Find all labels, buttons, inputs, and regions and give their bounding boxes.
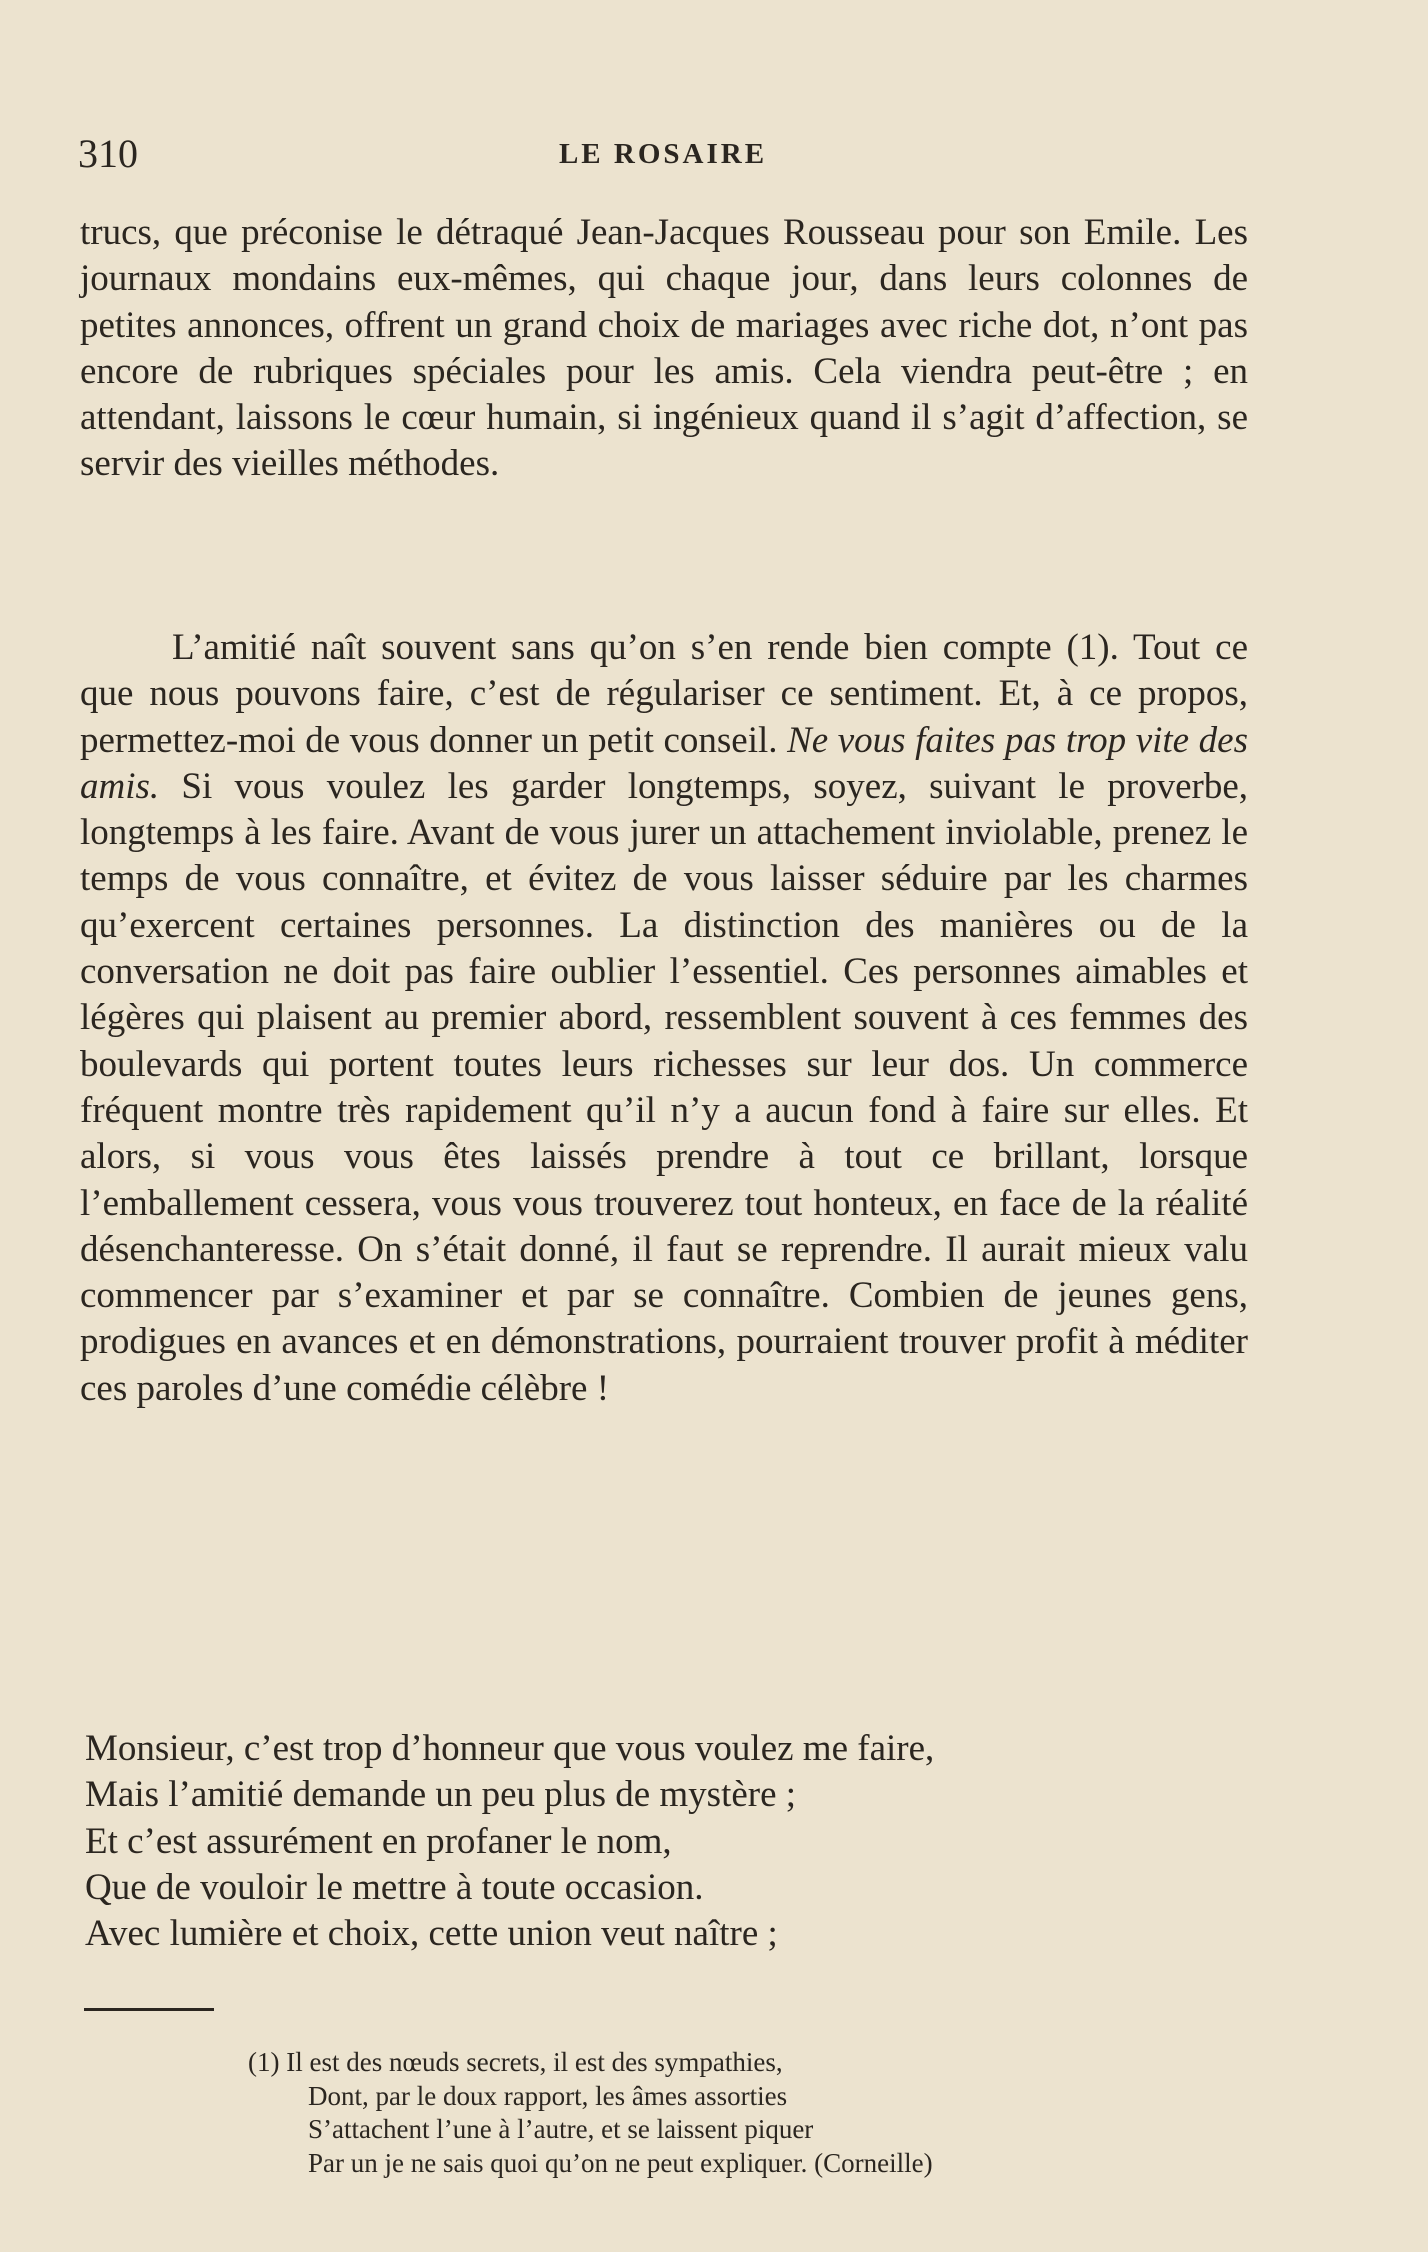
footnote: [248, 2046, 933, 2180]
verse-line: Monsieur, c’est trop d’honneur que vous voulez me faire,: [85, 1728, 935, 1769]
paragraph-2-text-end: Si vous voulez les garder longtemps, soyez, suivant le proverbe, longtemps à les faire. Avant de vous jurer un attachement inviolable, prenez le temps de vous connaître, et évitez de vous laisser séduire par les charmes qu’exercent certaines personnes. La distinction des manières ou de la conversation ne doit pas faire oublier l’essentiel. Ces personnes aimables et légères qui plaisent au premier abord, ressemblent souvent à ces femmes des boulevards qui portent toutes leurs richesses sur leur dos. Un commerce fréquent montre très rapidement qu’il n’y a aucun fond à faire sur elles. Et alors, si vous vous êtes laissés prendre à tout ce brillant, lorsque l’emballement cessera, vous vous trouverez tout honteux, en face de la réalité désenchanteresse. On s’était donné, il faut se reprendre. Il aurait mieux valu commencer par s’examiner et par se connaître. Combien de jeunes gens, prodigues en avances et en démonstrations, pourraient trouver profit à méditer ces paroles d’une comédie célèbre !: [80, 765, 1248, 1409]
footnote-marker: (1): [248, 2047, 280, 2077]
verse-quote: [85, 1726, 934, 1957]
running-title: LE ROSAIRE: [558, 138, 768, 170]
footnote-line: Par un je ne sais quoi qu’on ne peut expliquer. (Corneille): [308, 2147, 933, 2178]
paragraph-2-italic: Ne vous faites pas trop vite des amis.: [80, 719, 1248, 807]
footnote-line-text: Il est des nœuds secrets, il est des sympathies,: [286, 2047, 783, 2077]
footnote-separator: [84, 2008, 214, 2011]
verse-line: Et c’est assurément en profaner le nom,: [85, 1820, 672, 1862]
paragraph-1: trucs, que préconise le détraqué Jean-Jacques Rousseau pour son Emile. Les journaux mondains eux-mêmes, qui chaque jour, dans leurs colonnes de petites annonces, offrent un grand choix de mariages avec riche dot, n’ont pas encore de rubriques spéciales pour les amis. Cela viendra peut-être ; en attendant, laissons le cœur humain, si ingénieux quand il s’agit d’affection, se servir des vieilles méthodes.: [80, 212, 1248, 485]
verse-line: Avec lumière et choix, cette union veut naître ;: [85, 1913, 778, 1955]
footnote-line: S’attachent l’une à l’autre, et se laissent piquer: [308, 2114, 814, 2144]
verse-line: Mais l’amitié demande un peu plus de mystère ;: [85, 1774, 797, 1816]
paragraph-2-text-start: L’amitié naît souvent sans qu’on s’en rende bien compte (1). Tout ce que nous pouvons faire, c’est de régulariser ce sentiment. Et, à ce propos, permettez-moi de vous donner un petit conseil.: [80, 627, 1248, 761]
paragraph-2: [80, 625, 1248, 1412]
footnote-line: [248, 2046, 933, 2080]
verse-line: Que de vouloir le mettre à toute occasion.: [85, 1866, 704, 1908]
page-header: [78, 130, 1248, 180]
footnote-line: Dont, par le doux rapport, les âmes assorties: [308, 2080, 788, 2111]
page-number: 310: [78, 131, 138, 176]
